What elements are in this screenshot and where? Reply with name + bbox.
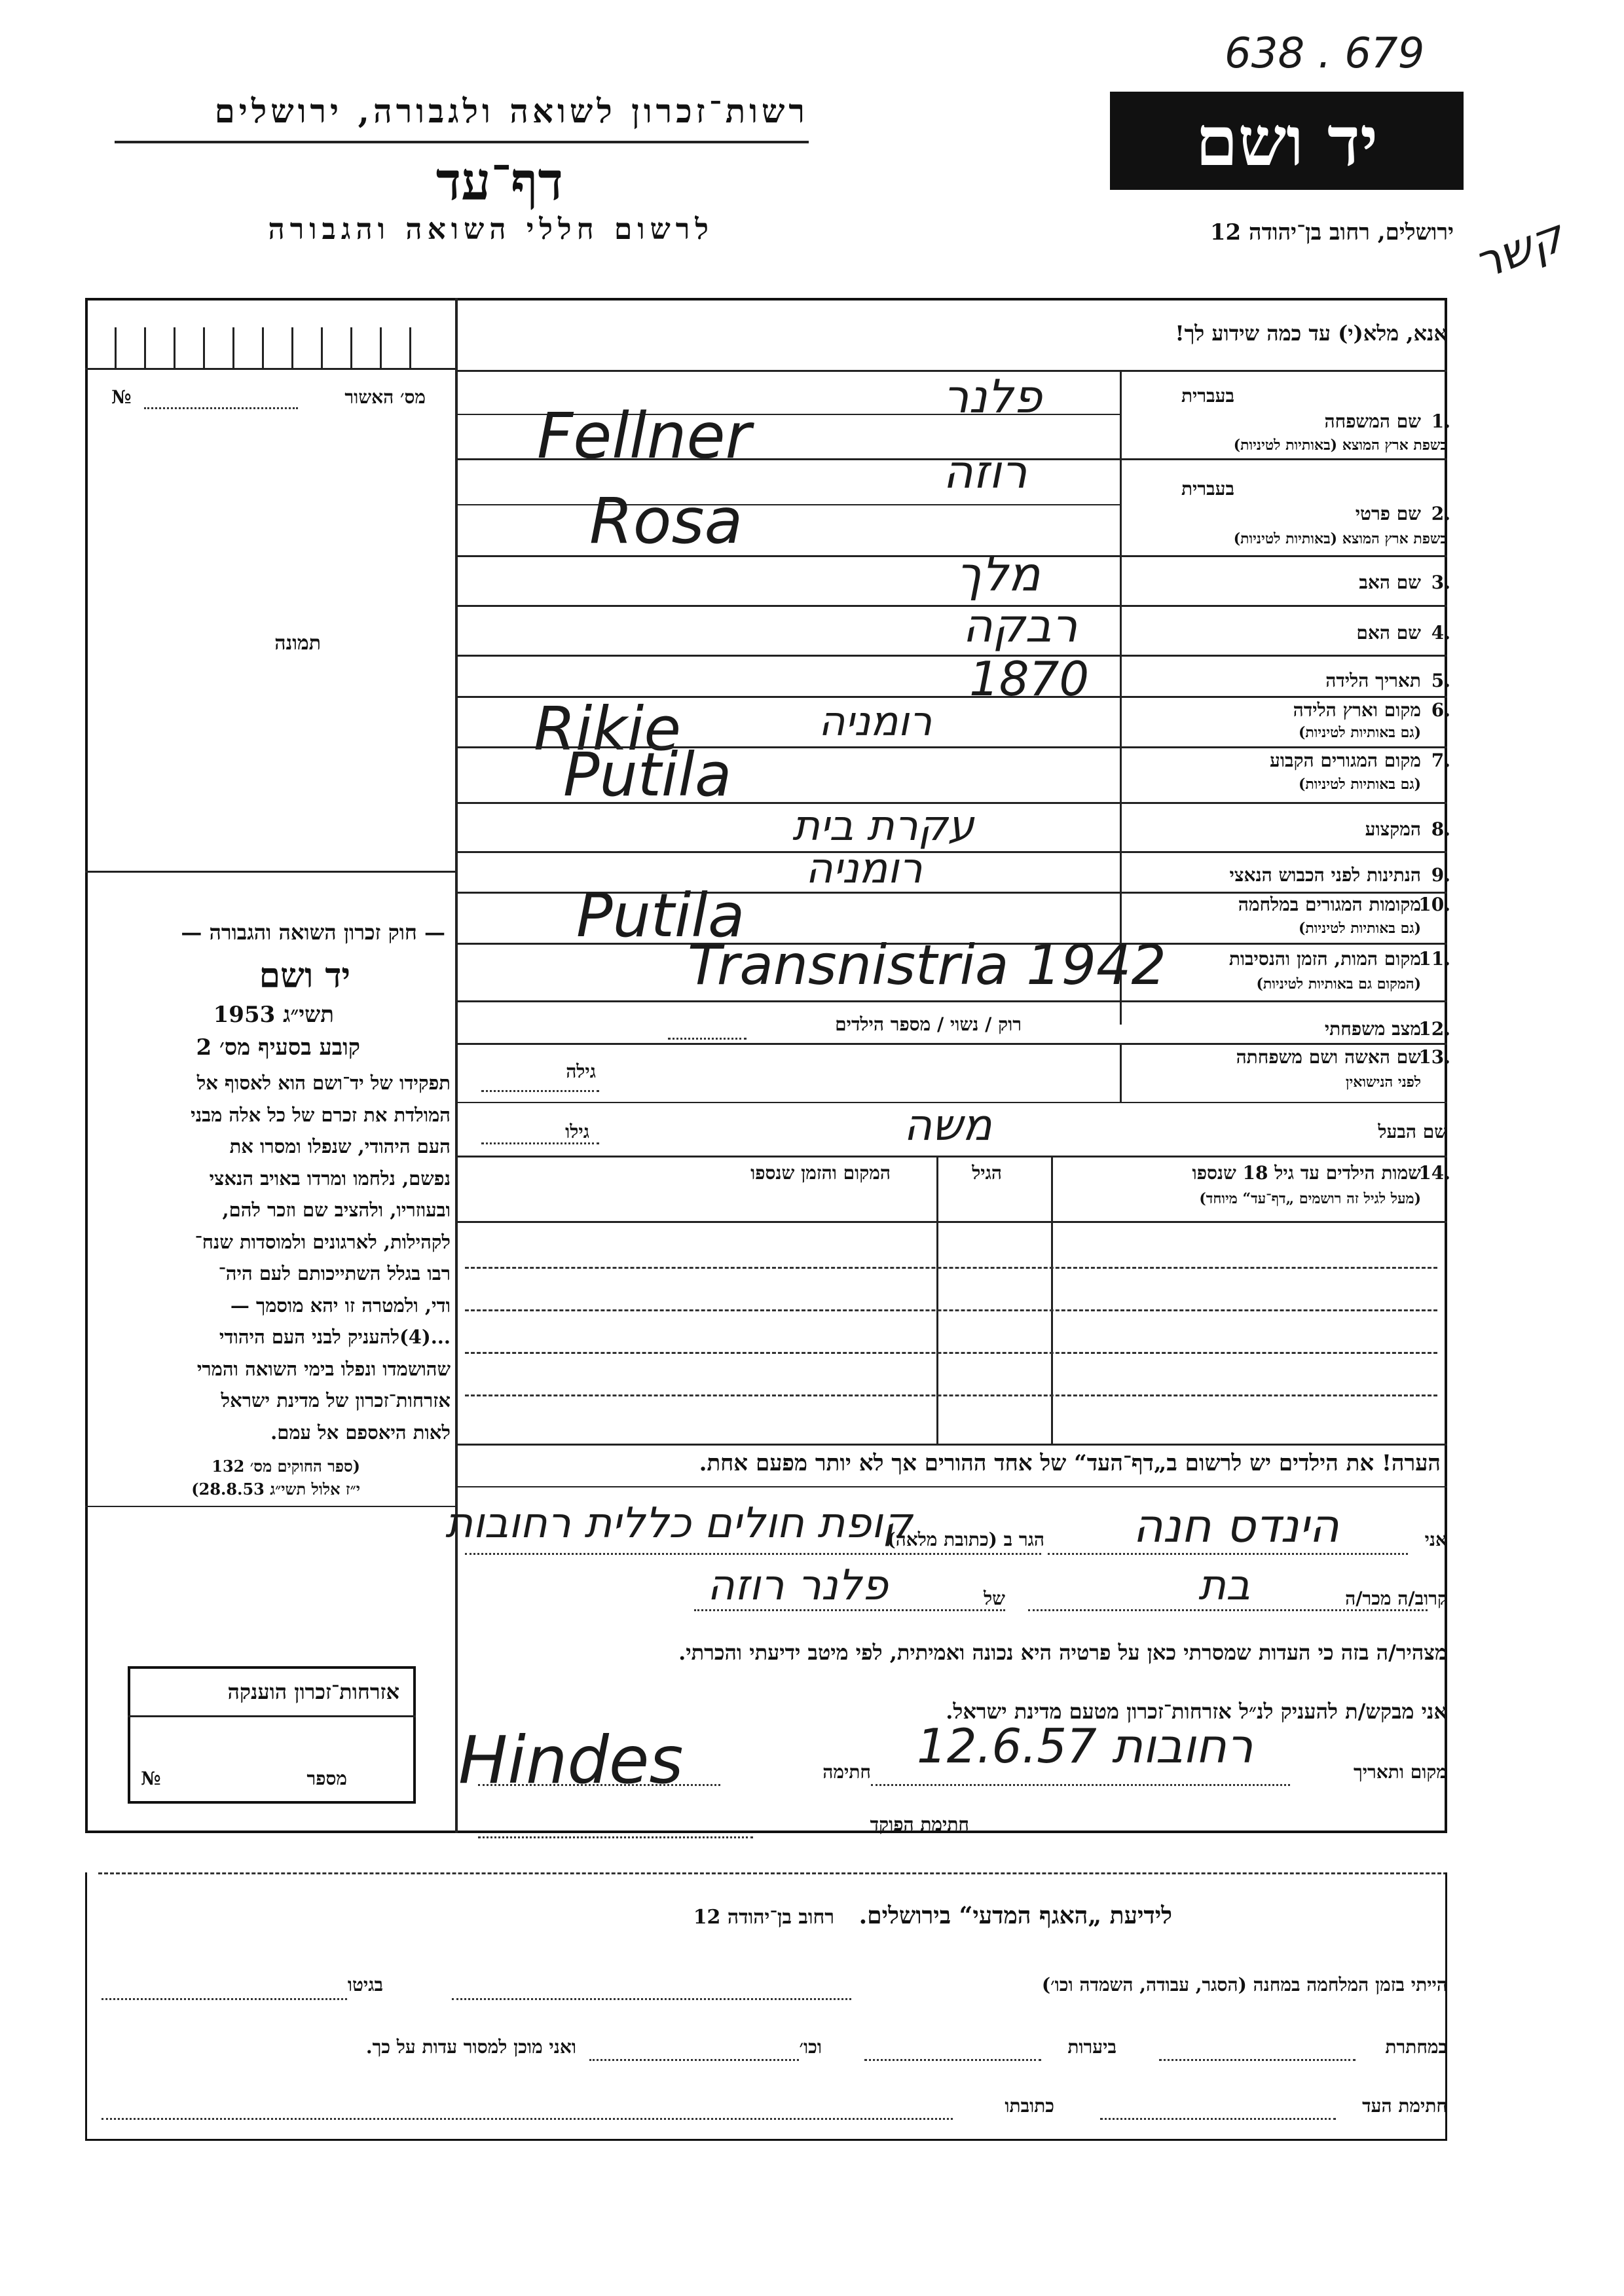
law-title: — חוק זכרון השואה והגבורה — (181, 920, 445, 945)
law-line: רבו בגלל השתייכותם לעם היה־ (218, 1262, 451, 1285)
law-line: ודי, ולמטרה זו יהא מוסמך — (230, 1294, 451, 1317)
photo-bottom (85, 871, 455, 873)
authority-underline (115, 141, 809, 143)
field-5-value[interactable]: 1870 (969, 651, 1090, 706)
declarant-i-label: אני (1424, 1529, 1447, 1550)
field-2-label: שם פרטי (1355, 503, 1421, 524)
field-5-label: תאריך הלידה (1325, 670, 1421, 691)
footer-line2-a: במחתרת (1385, 2036, 1447, 2058)
tick-strip-line (85, 368, 455, 370)
field-10-latin-value[interactable]: Putila (576, 881, 745, 951)
field-2-num: 2. (1431, 503, 1450, 524)
institution-address: ירושלים, רחוב בן־יהודה 12 (1209, 219, 1454, 246)
field-3-label: שם האב (1359, 572, 1421, 593)
citizenship-number-prefix: № (141, 1768, 161, 1789)
archive-number: 638 . 679 (1225, 29, 1425, 78)
approval-number-prefix: № (111, 386, 132, 408)
relation-value[interactable]: בת (1198, 1561, 1251, 1610)
footer-line1-b: בגיטו (347, 1974, 383, 1995)
field-10-sub: (גם באותיות לטיניות) (1298, 920, 1421, 937)
husband-label: שם הבעל (1378, 1121, 1447, 1142)
children-sub: (מעל לגיל זה רושמים „דף־עד“ מיוחד) (1199, 1190, 1421, 1207)
footer-address: רחוב בן־יהודה 12 (693, 1906, 835, 1929)
law-line: המולדת את זכרם של כל אלה מבני (191, 1103, 451, 1126)
field-6-label: מקום וארץ הלידה (1293, 699, 1421, 721)
wife-age-label: גילה (566, 1061, 596, 1082)
husband-value[interactable]: משה (904, 1100, 992, 1150)
residing-label: הגר ב (כתובת מלאה) (887, 1529, 1044, 1550)
law-clause: קובע בסעיף מס׳ 2 (196, 1034, 360, 1061)
law-year-text: 1953 (213, 1002, 276, 1028)
declarant-address[interactable]: קופת חולים כללית רחובות (445, 1499, 913, 1548)
children-num: 14. (1418, 1162, 1450, 1184)
wife-age-field[interactable] (481, 1090, 599, 1092)
declaration-statement: מצהיר/ה בזה כי העדות שמסרתי כאן על פרטיה היא נכונה ואמיתית, לפי מיטב ידיעתי והכרתי. (678, 1640, 1447, 1665)
signature-label: חתימה (822, 1761, 871, 1783)
form-subtitle: לרשום חללי השואה והגבורה (268, 213, 714, 246)
field-9-value[interactable]: רומניה (805, 845, 923, 893)
of-label: של (984, 1588, 1005, 1609)
field-10-num: 10. (1418, 894, 1450, 915)
field-13-sub: לפני הנישואין (1345, 1074, 1421, 1091)
declaration-request: אני מבקש/ת להעניק לנ״ל אזרחות־זכרון מטעם מדינת ישראל. (946, 1699, 1447, 1724)
law-line: העם היהודי, שנפלו ומסרו את (229, 1135, 451, 1157)
footer-line3-a: חתימת העד (1362, 2095, 1447, 2117)
field-6-latin-value[interactable]: Rikie (534, 694, 681, 764)
law-line: תפקידו של יד־ושם הוא לאסוף אל (196, 1072, 451, 1094)
law-line: ובעוזריו, ולהציב שם וזכר להם, (222, 1199, 451, 1221)
children-row-1[interactable] (465, 1267, 1437, 1269)
law-source-2: י״ז אלול תשי״ג 28.8.53) (191, 1480, 360, 1499)
field-13-num: 13. (1418, 1046, 1450, 1068)
field-7-label: מקום המגורים הקבוע (1270, 750, 1421, 771)
law-line: אזרחות־זכרון של מדינת ישראל (221, 1389, 451, 1412)
footer-etc-field[interactable] (589, 2059, 799, 2061)
field-11-sub: (המקום גם באותיות לטיניות) (1256, 975, 1421, 993)
field-8-num: 8. (1431, 818, 1450, 840)
field-10-label: מקומות המגורים במלחמה (1238, 894, 1421, 915)
declarant-name[interactable]: הינדס חנה (1133, 1499, 1339, 1553)
field-7-latin-value[interactable]: Putila (563, 740, 732, 810)
approval-number-field[interactable] (144, 407, 298, 409)
footer-line2-d: ואני מוכן למסור עדות על כך. (365, 2036, 576, 2058)
footer-line2-c: וכו׳ (799, 2036, 822, 2058)
field-3-value[interactable]: מלך (956, 547, 1041, 602)
footer-title (693, 1902, 1172, 1929)
hebrew-col-1: בעברית (1181, 385, 1234, 407)
husband-age-label: גילו (565, 1121, 589, 1142)
footer-ghetto-field[interactable] (101, 1998, 347, 2000)
field-7-sub: (גם באותיות לטיניות) (1298, 776, 1421, 793)
footer-witness-signature-field[interactable] (1100, 2118, 1336, 2120)
footer-title-text: לידיעת „האגף המדעי“ בירושלים. (858, 1902, 1172, 1929)
logo-text: יד ושם (1195, 100, 1378, 181)
citizenship-title: אזרחות־זכרון הוענקה (227, 1679, 399, 1704)
field-6-hebrew-value[interactable]: רומניה (819, 697, 932, 745)
field-3-num: 3. (1431, 572, 1450, 593)
field-9-label: הנתינות לפני הכבוש הנאצי (1229, 864, 1421, 886)
margin-note: קשר (1467, 208, 1571, 291)
citizenship-number-label: מספר (306, 1768, 347, 1789)
signature-value[interactable]: Hindes (458, 1722, 684, 1798)
children-row-2[interactable] (465, 1309, 1437, 1311)
field-4-value[interactable]: רבקה (963, 599, 1078, 653)
field-8-label: המקצוע (1365, 818, 1421, 840)
law-name: יד ושם (259, 956, 350, 996)
husband-age-field[interactable] (481, 1142, 599, 1144)
field-7-num: 7. (1431, 750, 1450, 771)
field-6-sub: (גם באותיות לטיניות) (1298, 724, 1421, 741)
form-title: דף־עד (435, 151, 563, 212)
field-12-label: מצב משפחתי (1324, 1018, 1421, 1040)
law-line: שהושמדו ונפלו בימי השואה והמרי (196, 1357, 451, 1380)
children-col-divider-1 (936, 1156, 938, 1444)
field-2-hebrew-value[interactable]: רוזה (943, 445, 1027, 499)
field-5-num: 5. (1431, 670, 1450, 691)
field-9-num: 9. (1431, 864, 1450, 886)
field-4-label: שם האם (1356, 622, 1421, 644)
footer-forest-field[interactable] (864, 2059, 1041, 2061)
field-11-latin-value[interactable]: Transnistria 1942 (688, 933, 1166, 997)
photo-area (88, 426, 452, 871)
form-intro: אנא, מלא(י) עד כמה שידוע לך! (1175, 321, 1447, 346)
field-11-label: מקום המות, הזמן והנסיבות (1228, 948, 1421, 970)
law-line: נפשם, נלחמו ומרדו באויב הנאצי (209, 1167, 451, 1190)
place-date-value[interactable]: רחובות 12.6.57 (917, 1719, 1253, 1774)
children-label: שמות הילדים עד גיל 18 שנספו (1192, 1162, 1421, 1184)
law-body (92, 1067, 451, 1448)
field-1-label: שם המשפחה (1324, 410, 1421, 432)
footer-line3-b: כתובתו (1005, 2095, 1054, 2117)
children-row-3[interactable] (465, 1352, 1437, 1354)
children-row-4[interactable] (465, 1394, 1437, 1396)
authority-name: רשות־זכרון לשואה ולגבורה, ירושלים (214, 92, 809, 130)
field-4-num: 4. (1431, 622, 1450, 644)
relation-label: קרוב/ה מכר/ה (1345, 1588, 1447, 1609)
law-source-1: (ספר החוקים מס׳ 132 (212, 1457, 360, 1476)
field-1-num: 1. (1431, 410, 1450, 432)
left-column-divider (455, 298, 458, 1833)
hebrew-col-2: בעברית (1181, 478, 1234, 500)
law-line: לקהילות, לארגונים ולמוסדות שנח־ (194, 1230, 451, 1253)
law-year-he-text: תשי״ג (283, 1002, 334, 1028)
approval-label: מס׳ האשור (344, 386, 426, 408)
marital-options[interactable]: רוק / נשוי / מספר הילדים (835, 1013, 1022, 1035)
law-line: ...(4)להעניק לבני העם היהודי (219, 1326, 451, 1348)
place-date-label: מקום ותאריך (1353, 1761, 1447, 1783)
field-1-sub: בשפת ארץ המוצא (באותיות לטיניות) (1233, 437, 1447, 454)
field-2-latin-value[interactable]: Rosa (589, 484, 743, 558)
field-1-latin-value[interactable]: Fellner (537, 399, 751, 473)
field-8-value[interactable]: עקרת בית (792, 802, 974, 850)
yad-vashem-logo (1110, 92, 1464, 190)
officer-signature-field[interactable] (478, 1836, 753, 1838)
footer-line1-a: הייתי בזמן המלחמה במחנה (הסגר, עבודה, השמדה וכו׳) (1041, 1974, 1447, 1995)
children-count-field[interactable] (668, 1038, 747, 1040)
law-line: לאות היאספם אל עמם. (270, 1421, 451, 1444)
children-col-divider-2 (1051, 1156, 1053, 1444)
children-note: הערה! את הילדים יש לרשום ב„דף־העד“ של אחד ההורים אך לא יותר מפעם אחת. (699, 1450, 1441, 1476)
officer-signature-label: חתימת הפוקד (870, 1813, 969, 1835)
footer-camp-field[interactable] (452, 1998, 851, 2000)
field-12-num: 12. (1418, 1018, 1450, 1040)
field-2-sub: בשפת ארץ המוצא (באותיות לטיניות) (1233, 530, 1447, 547)
law-year-he (213, 1002, 334, 1028)
photo-label: תמונה (274, 632, 321, 655)
footer-underground-field[interactable] (1159, 2059, 1356, 2061)
field-13-label: שם האשה ושם משפחתה (1236, 1046, 1421, 1068)
field-11-num: 11. (1418, 948, 1450, 970)
of-name[interactable]: פלנר רוזה (707, 1561, 888, 1610)
field-1-hebrew-value[interactable]: פלנר (943, 370, 1043, 424)
field-6-num: 6. (1431, 699, 1450, 721)
children-col-age: הגיל (972, 1162, 1002, 1184)
children-col-place: המקום והזמן שנספו (750, 1162, 891, 1184)
footer-line2-b: ביערות (1067, 2036, 1116, 2058)
footer-witness-address-field[interactable] (101, 2118, 953, 2120)
